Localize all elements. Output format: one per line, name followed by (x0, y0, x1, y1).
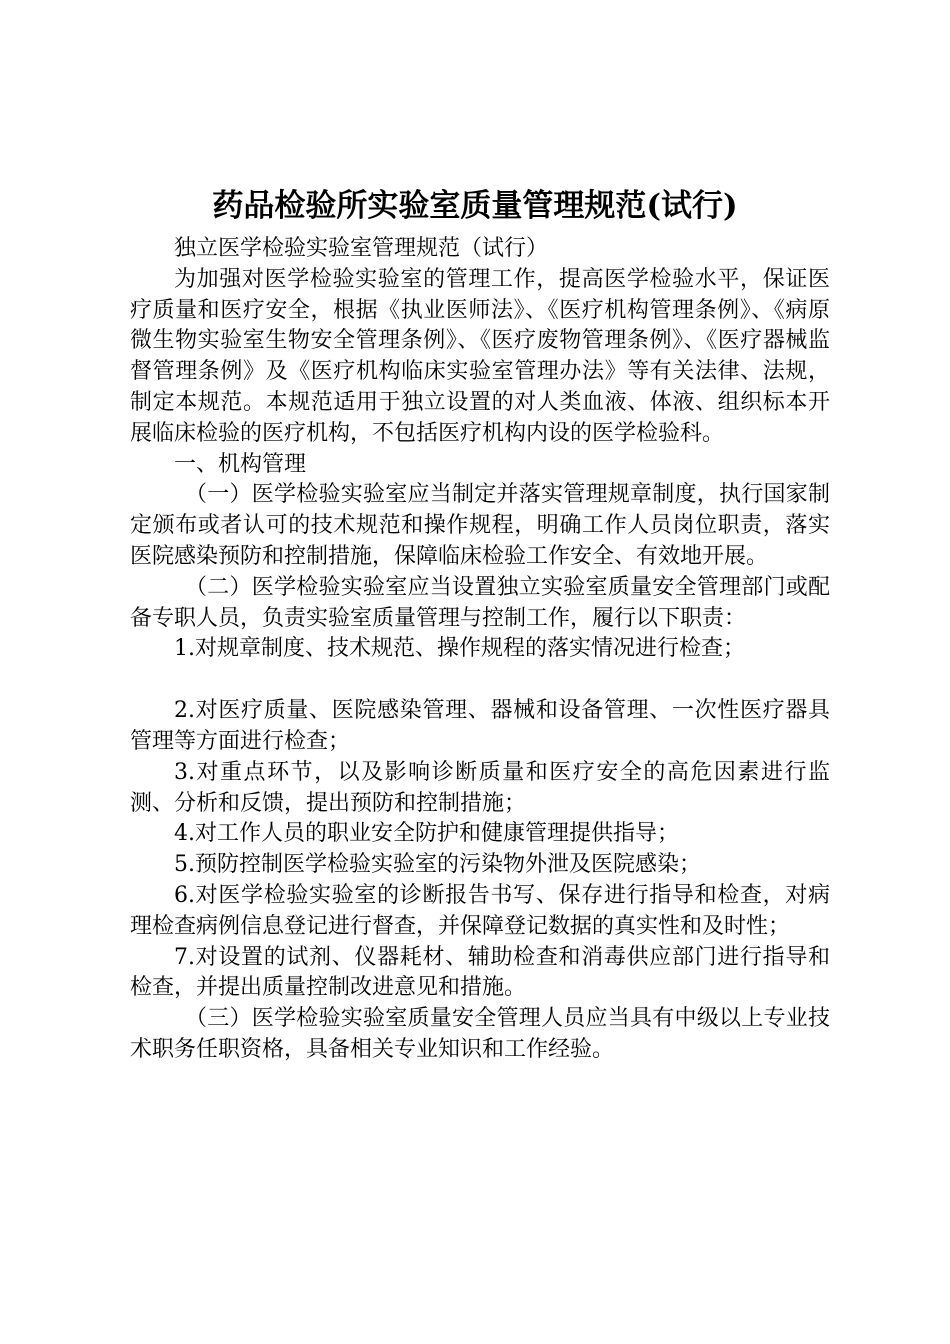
list-item: 4.对工作人员的职业安全防护和健康管理提供指导； (174, 821, 679, 847)
subtitle-paragraph: 独立医学检验实验室管理规范（试行） (174, 236, 549, 261)
list-item: 2.对医疗质量、医院感染管理、器械和设备管理、一次性医疗器具管理等方面进行检查； (130, 698, 830, 754)
list-item: 6.对医学检验实验室的诊断报告书写、保存进行指导和检查，对病理检查病例信息登记进行督查，并保障登记数据的真实性和及时性； (130, 882, 830, 939)
list-item: 5.预防控制医学检验实验室的污染物外泄及医院感染； (174, 852, 701, 878)
list-item: 7.对设置的试剂、仪器耗材、辅助检查和消毒供应部门进行指导和检查，并提出质量控制改进意见和措施。 (130, 944, 830, 1001)
clause-paragraph: （三）医学检验实验室质量安全管理人员应当具有中级以上专业技术职务任职资格，具备相关专业知识和工作经验。 (130, 1006, 830, 1062)
clause-paragraph: （二）医学检验实验室应当设置独立实验室质量安全管理部门或配备专职人员，负责实验室质量管理与控制工作，履行以下职责： (130, 574, 830, 631)
clause-paragraph: （一）医学检验实验室应当制定并落实管理规章制度，执行国家制定颁布或者认可的技术规范和操作规程，明确工作人员岗位职责，落实医院感染预防和控制措施，保障临床检验工作安全、有效地开展。 (130, 482, 830, 569)
document-title: 药品检验所实验室质量管理规范(试行) (212, 188, 738, 224)
list-item: 1.对规章制度、技术规范、操作规程的落实情况进行检查； (174, 636, 745, 662)
section-heading: 一、机构管理 (174, 451, 307, 477)
intro-paragraph: 为加强对医学检验实验室的管理工作，提高医学检验水平，保证医疗质量和医疗安全，根据《执业医师法》、《医疗机构管理条例》、《病原微生物实验室生物安全管理条例》、《医疗废物管理条例》、《医疗器械监督管理条例》及《医疗机构临床实验室管理办法》等有关法律、法规，制定本规范。本规范适用于独立设置的对人类血液、体液、组织标本开展临床检验的医疗机构，不包括医疗机构内设的医学检验科。 (130, 266, 830, 446)
document-body (130, 234, 830, 1066)
list-item: 3.对重点环节，以及影响诊断质量和医疗安全的高危因素进行监测、分析和反馈，提出预防和控制措施； (130, 759, 830, 816)
